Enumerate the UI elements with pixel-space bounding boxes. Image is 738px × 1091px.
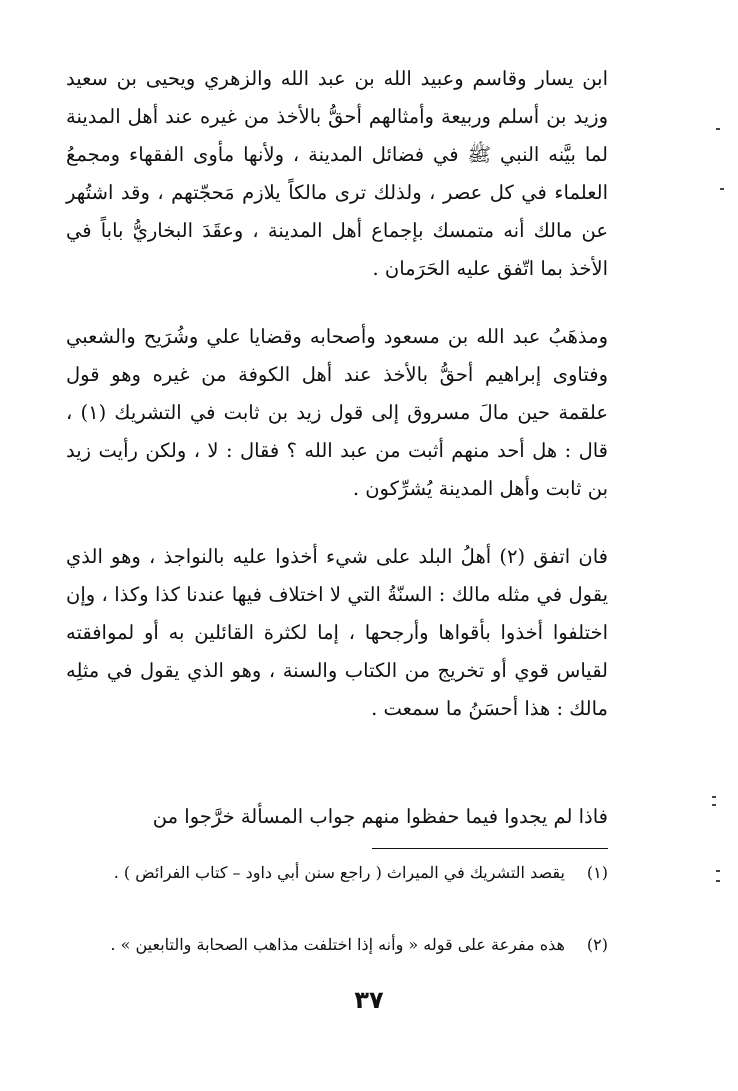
footnote-2 xyxy=(66,930,608,960)
scan-speck xyxy=(716,128,720,130)
body-paragraph-4: فاذا لم يجدوا فيما حفظوا منهم جواب المسألة خرَّجوا من xyxy=(152,805,608,828)
body-paragraph-3: فان اتفق (٢) أهلُ البلد على شيء أخذوا عليه بالنواجذ ، وهو الذي يقول في مثله مالك : السنّةُ التي لا اختلاف فيها عندنا كذا وكذا ، وإن اختلفوا أخذوا بأقواها وأرجحها ، إما لكثرة القائلين به أو لموافقته لقياس قوي أو تخريج من الكتاب والسنة ، وهو الذي يقول في مثلِه مالك : هذا أحسَنُ ما سمعت . xyxy=(66,545,608,720)
footnote-2-text: هذه مفرعة على قوله « وأنه إذا اختلفت مذاهب الصحابة والتابعين » . xyxy=(110,935,565,954)
body-paragraph-1: ابن يسار وقاسم وعبيد الله بن عبد الله والزهري ويحيى بن سعيد وزيد بن أسلم وربيعة وأمثالهم أحقُّ بالأخذ من غيره عند أهل المدينة لما بيَّنه النبي ﷺ في فضائل المدينة ، ولأنها مأوى الفقهاء ومجمعُ العلماء في كل عصر ، ولذلك ترى مالكاً يلازم مَحجّتهم ، وقد اشتُهر عن مالك أنه متمسك بإجماع أهل المدينة ، وعقَدَ البخاريُّ باباً في الأخذ بما اتّفق عليه الحَرَمان . xyxy=(66,67,608,280)
footnote-1-number: (١) xyxy=(586,863,608,882)
footnote-separator xyxy=(372,848,608,849)
footnote-1-text: يقصد التشريك في الميراث ( راجع سنن أبي داود – كتاب الفرائض ) . xyxy=(113,863,565,882)
footnote-2-number: (٢) xyxy=(586,935,608,954)
scan-speck xyxy=(712,804,716,806)
scan-speck xyxy=(716,870,720,872)
scan-speck xyxy=(716,880,720,882)
scan-speck xyxy=(712,796,716,798)
scan-speck xyxy=(720,188,724,190)
body-paragraph-2: ومذهَبُ عبد الله بن مسعود وأصحابه وقضايا علي وشُرَيح والشعبي وفتاوى إبراهيم أحقُّ بالأخذ عند أهل الكوفة من غيره وهو قول علقمة حين مالَ مسروق إلى قول زيد بن ثابت في التشريك (١) ، قال : هل أحد منهم أثبت من عبد الله ؟ فقال : لا ، ولكن رأيت زيد بن ثابت وأهل المدينة يُشرِّكون . xyxy=(66,325,609,500)
page-number: ٣٧ xyxy=(354,986,384,1014)
footnote-1 xyxy=(66,858,608,888)
